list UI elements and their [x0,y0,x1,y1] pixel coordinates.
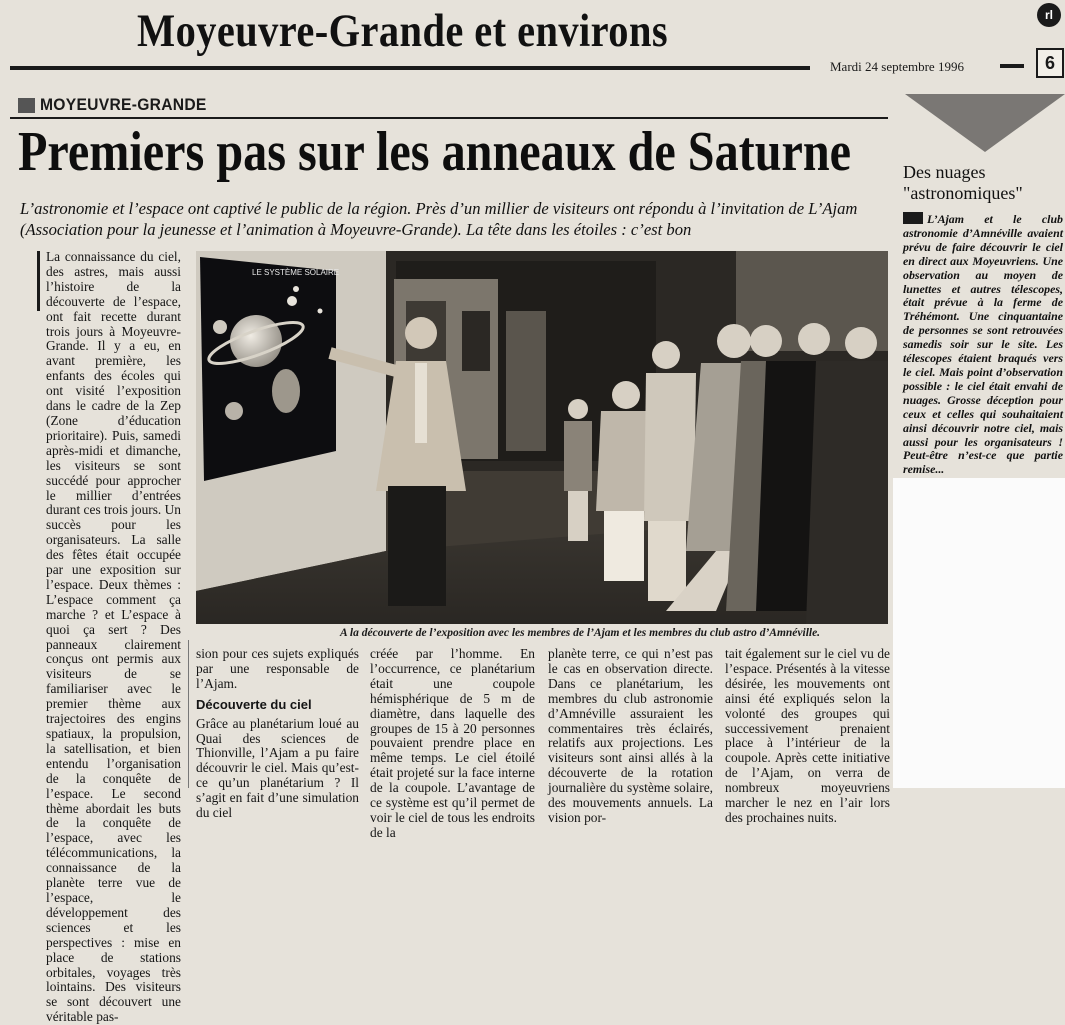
sidebar-title: Des nuages "astronomiques" [903,162,1023,203]
article-paragraph: tait également sur le ciel vu de l’espace. Présentés à la vitesse désirée, les mouvements ont ainsi été expliqués selon la volonté des groupes qui successivement prenaient place à l’intérieur de la coupole. Après cette initiative de l’Ajam, on verra de nombreux moyeuvriens marcher le nez en l’air lors des prochaines nuits. [725,646,890,825]
poster-title: LE SYSTÈME SOLAIRE [252,268,340,277]
article-paragraph: sion pour ces sujets expliqués par une responsable de l’Ajam. [196,646,359,691]
blank-area [893,478,1065,788]
section-rule [10,117,888,119]
issue-date: Mardi 24 septembre 1996 [830,59,964,74]
article-paragraph: créée par l’homme. En l’occurrence, ce planétarium était une coupole hémisphérique de 5 m de diamètre, dans laquelle des groupes de 15 à 20 personnes pouvaient prendre place en même temps. Le ciel étoilé était projeté sur la face interne de la coupole. L’avantage de ce système est qu’il permet de voir le ciel de tous les endroits de la [370,646,535,840]
article-column-5 [725,647,890,826]
article-paragraph: planète terre, ce qui n’est pas le cas en observation directe. Dans ce planétarium, les membres du club astronomie d’Amnéville assuraient les commentaires très éclairés, relatifs aux projections. Les visiteurs sont ainsi allés à la découverte de la rotation journalière du système solaire, des mouvements annuels. La vision por- [548,646,713,825]
article-paragraph: La connaissance du ciel, des astres, mais aussi l’histoire de la découverte de l’espace, ont fait recette durant trois jours à Moyeuvre-Grande. Il y a eu, en avant première, les enfants des écoles qui ont visité l’exposition dans le cadre de la Zep (Zone d’éducation prioritaire). Puis, samedi après-midi et dimanche, les visiteurs se sont succédé pour approcher le millier d’entrées durant ces trois jours. Un succès pour les organisateurs. La salle des fêtes était occupée par une exposition sur l’espace. Deux thèmes : L’espace comment ça marche ? et L’espace à quoi ça sert ? Des panneaux clairement conçus ont permis aux visiteurs de se familiariser avec le premier thème aux trajectoires des engins spatiaux, la propulsion, la satellisation, et bien entendu l’organisation de la conquête de l’espace. Le second thème abordait les buts de la conquête de l’espace, avec les télécommunications, la connaissance de la planète terre vue de l’espace, le développement des sciences et les perspectives : mise en place de stations orbitales, voyages très lointains. Des visiteurs se sont découvert une véritable pas- [46,249,181,1025]
photo-caption: A la découverte de l’exposition avec les membres de l’Ajam et les membres du club astro d’Amnéville. [340,627,821,639]
article-column-3 [370,647,535,841]
header-rule [10,66,810,70]
article-headline: Premiers pas sur les anneaux de Saturne [18,121,852,183]
article-column-1 [18,250,181,1025]
article-column-4 [548,647,713,826]
article-paragraph: Grâce au planétarium loué au Quai des sciences de Thionville, l’Ajam a pu faire découvrir le ciel. Mais qu’est-ce qu’un planétarium ? Il s’agit en fait d’une simulation du ciel [196,715,359,821]
sidebar-triangle [905,94,1065,152]
section-marker [18,98,35,113]
article-column-2 [196,647,359,821]
article-subhead: Découverte du ciel [196,696,312,712]
photo-illustration [196,251,888,624]
sidebar-marker [903,212,923,224]
sidebar-body [903,212,1063,477]
article-photo [196,251,888,624]
section-label: MOYEUVRE-GRANDE [40,95,207,114]
header-dash [1000,64,1024,68]
sidebar-text: L’Ajam et le club astronomie d’Amnéville avaient prévu de faire découvrir le ciel en direct aux Moyeuvriens. Une observation au moyen de lunettes et autres télescopes, était prévue à la ferme de Tréhémont. Une cinquantaine de personnes se sont retrouvées samedis soir sur le site. Les télescopes étaient braqués vers le ciel. Mais point d’observation possible : le ciel était envahi de nuages. Grosse déception pour ceux et celles qui souhaitaient ainsi découvrir notre ciel, mais aussi pour les organisateurs ! Peut-être n’est-ce que partie remise... [903,212,1063,477]
newspaper-logo: rl [1037,3,1061,27]
article-lead: L’astronomie et l’espace ont captivé le public de la région. Près d’un millier de visiteurs ont répondu à l’invitation de L’Ajam (Association pour la jeunesse et l’animation à Moyeuvre-Grande). La tête dans les étoiles : c’est bon [20,199,858,239]
page-header-title: Moyeuvre-Grande et environs [137,5,669,57]
column-divider [188,640,189,788]
page-number: 6 [1036,48,1064,78]
